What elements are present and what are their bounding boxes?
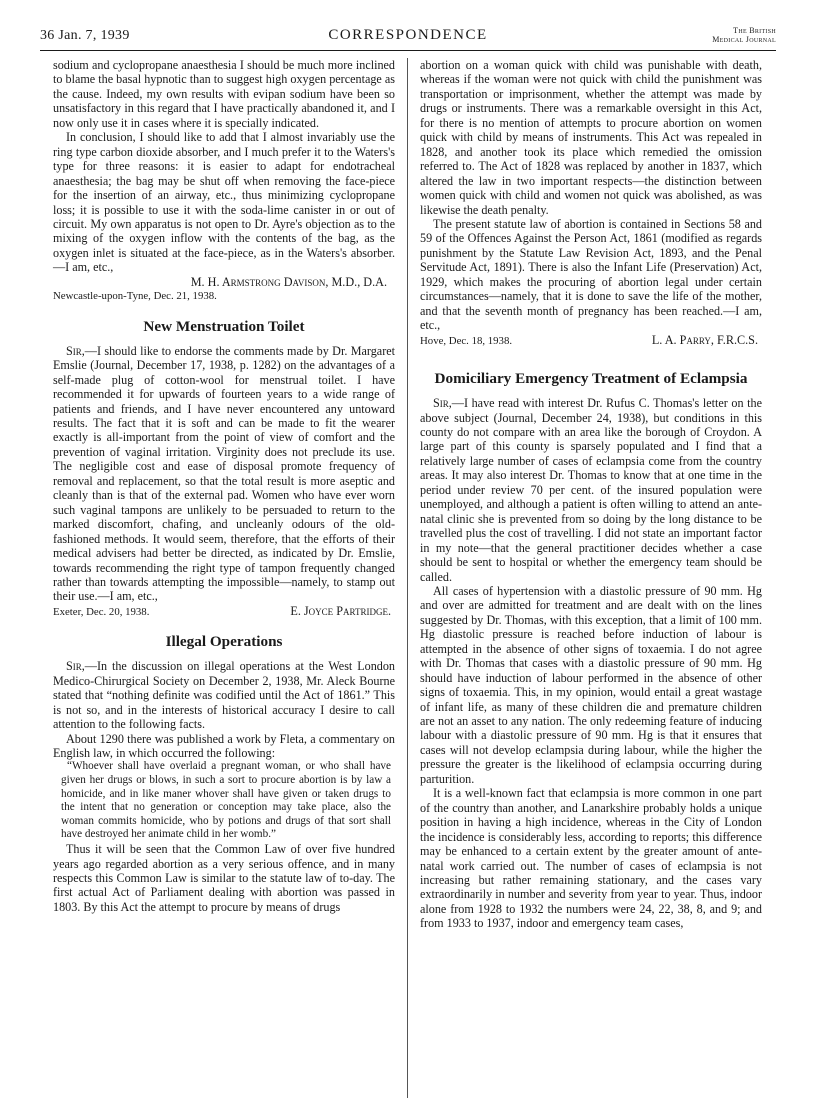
column-divider xyxy=(407,58,408,1098)
section-title: CORRESPONDENCE xyxy=(328,27,488,43)
eclampsia-letter-intro: Sir,—I have read with interest Dr. Rufus C. Thomas's letter on the above subject (Journal, December 24, 1938), but conditions in this county do not compare with an area like the borough of Croydon. A large part of this county is sparsely populated and I find that a relatively large number of cases of eclampsia come from the country areas. It may also interest Dr. Thomas to know that at one time in the period under review 70 per cent. of the insured population were unemployed, and although a patient is often willing to attend an ante-natal clinic she is prevented from so doing by the long distance to be travelled plus the cost of travelling. I did not state an important factor in my note—that the general practitioner decides whether a case should be sent to hospital or whether the emergency team should be called. xyxy=(420,396,762,584)
page-number-date: 36 Jan. 7, 1939 xyxy=(40,28,130,43)
signature-davison: M. H. Armstrong Davison, M.D., D.A. xyxy=(190,274,387,289)
signature-partridge xyxy=(53,604,395,619)
menstruation-letter-body: Sir,—I should like to endorse the comments made by Dr. Margaret Emslie (Journal, December 17, 1938, p. 1282) on the advantages of a self-made plug of cotton-wool for menstrual toilet. I have recommended it for upwards of fourteen years to a wide range of patients and friends, and I have never encountered any untoward results. The fact that it is soft and can be made to fit the wearer exactly is all-important from the point of view of comfort and the prevention of vaginal irritation. Virginity does not preclude its use. The negligible cost and ease of disposal promote frequency of removal and replacement, so that the total result is more aseptic and cleanly than is that of the external pad. Women who have ever worn such vaginal tampons are unlikely to be persuaded to return to the marked discomfort, chafing, and uncleanly odours of the old-fashioned methods. It would seem, therefore, that the efforts of their medical advisers had better be directed, as indicated by Dr. Emslie, towards recommending the right type of tampon frequently changed rather than towards attempting the impossible—namely, to stamp out their use.—I am, etc., xyxy=(53,343,395,604)
left-column xyxy=(53,58,395,914)
salutation: Sir, xyxy=(66,659,85,674)
page-header xyxy=(40,24,776,51)
heading-eclampsia: Domiciliary Emergency Treatment of Eclampsia xyxy=(434,370,748,388)
heading-menstruation-toilet: New Menstruation Toilet xyxy=(143,317,305,335)
eclampsia-letter-paragraph: All cases of hypertension with a diastolic pressure of 90 mm. Hg and over are admitted for treatment and are dealt with on the lines suggested by Dr. Thomas, with this exception, that a limit of 100 mm. Hg diastolic pressure is reached before induction of labour is attempted in the absence of other signs of toxaemia. I do not agree with Dr. Thomas that cases with a diastolic pressure of 90 mm. Hg should have induction of labour performed in the absence of other signs of toxaemia. This, in my opinion, would entail a great wastage of infant life, as many of these children die and premature children are not an asset to any nation. The only redeeming feature of inducing labour with a diastolic pressure of 90 mm. Hg is that it ensures that cases will not develop eclampsia during labour, while the higher the pressure the greater is the likelihood of eclampsia occurring during parturition. xyxy=(420,583,762,786)
letter-continuation-paragraph: sodium and cyclopropane anaesthesia I should be much more inclined to blame the basal hypnotic than to suggest high oxygen percentage as the cause. Indeed, my own results with evipan sodium have been so unsatisfactory in this regard that I have practically abandoned it, and I now only use it in cases where it is specially indicated. xyxy=(53,58,395,130)
eclampsia-letter-paragraph: It is a well-known fact that eclampsia is more common in one part of the country than another, and Lanarkshire probably holds a unique position in having a high incidence, whereas in the City of London the incidence is considerably less, according to reports; this difference may be enhanced to a certain extent by the greater amount of ante-natal work carried out. The number of cases of eclampsia is not increasing but rather remaining stationary, and the cases vary extraordinarily in number and severity from year to year. Thus, indoor alone from 1928 to 1932 the numbers were 24, 22, 38, 8, and 9; and from 1933 to 1937, indoor and emergency team cases, xyxy=(420,786,762,931)
letter-conclusion-paragraph: In conclusion, I should like to add that I almost invariably use the ring type carbon dioxide absorber, and I much prefer it to the Waters's type for three reasons: it is easier to adapt for endotracheal anaesthesia; the bag may be shut off when removing the face-piece for the insertion of an airway, etc., thus minimizing cyclopropane loss; it is possible to use it with the soda-lime canister in or out of circuit. My own apparatus is not open to Dr. Ayre's objection as to the mixing of the oxygen inflow with the contents of the bag, as the oxygen inlet is situated at the face-piece, as in the Waters's absorber.—I am, etc., xyxy=(53,130,395,275)
journal-name xyxy=(712,26,776,44)
journal-name-line1: The British xyxy=(733,26,776,35)
signature-place: Hove, Dec. 18, 1938. xyxy=(420,334,513,347)
illegal-letter-statute-paragraph: The present statute law of abortion is contained in Sections 58 and 59 of the Offences Against the Person Act, 1861 (modified as regards punishment by the Statute Law Revision Act, 1893, and the Penal Servitude Act, 1891). There is also the Infant Life (Preservation) Act, 1929, which makes the procuring of abortion legal under certain circumstances—namely, that it is done to save the life of the mother, and that the seventh month of pregnancy has been reached.—I am, etc., xyxy=(420,216,762,333)
journal-name-line2: Medical Journal xyxy=(712,35,776,44)
illegal-letter-paragraph: About 1290 there was published a work by Fleta, a commentary on English law, in which occurred the following: xyxy=(53,731,395,761)
signature-parry xyxy=(420,333,762,348)
illegal-letter-paragraph: Thus it will be seen that the Common Law of over five hundred years ago regarded abortion as a very serious offence, and in many respects this Common Law is similar to the statute law of to-day. The first actual Act of Parliament dealing with abortion was passed in 1803. By this Act the attempt to procure by means of drugs xyxy=(53,842,395,914)
heading-illegal-operations: Illegal Operations xyxy=(165,633,283,651)
salutation: Sir, xyxy=(66,343,85,358)
illegal-letter-continuation: abortion on a woman quick with child was punishable with death, whereas if the woman were not quick with child the punishment was transportation or imprisonment, whether the attempt was made by drugs or instruments. There was a remarkable oversight in this Act, for there is no mention of attempts to procure abortion on women quick with child by means of instruments. This Act was repealed in 1828, and another took its place which remedied the omission referred to. The Act of 1828 was replaced by another in 1837, which altered the law in two important respects—the distinction between women quick with child and women not quick was abolished, as was likewise the death penalty. xyxy=(420,58,762,217)
signature-place-davison: Newcastle-upon-Tyne, Dec. 21, 1938. xyxy=(53,290,217,303)
right-column xyxy=(420,58,762,931)
fleta-quotation: “Whoever shall have overlaid a pregnant woman, or who shall have given her drugs or blows, in such a sort to procure abortion is by law a homicide, and in like maner whover shall have given or taken drugs to the intent that no generation or conception may take place, also the woman commits homicide, who by potions and drugs of that sort shall have destroyed her animate child in her womb.” xyxy=(61,760,391,841)
signature-name: L. A. Parry, F.R.C.S. xyxy=(651,332,758,347)
illegal-letter-intro: Sir,—In the discussion on illegal operations at the West London Medico-Chirurgical Society on December 2, 1938, Mr. Aleck Bourne stated that “nothing definite was codified until the Act of 1861.” This is not so, and in the interests of historical accuracy I desire to call attention to the following facts. xyxy=(53,659,395,732)
signature-name: E. Joyce Partridge. xyxy=(290,603,391,618)
signature-place: Exeter, Dec. 20, 1938. xyxy=(53,605,150,618)
salutation: Sir, xyxy=(433,396,452,411)
